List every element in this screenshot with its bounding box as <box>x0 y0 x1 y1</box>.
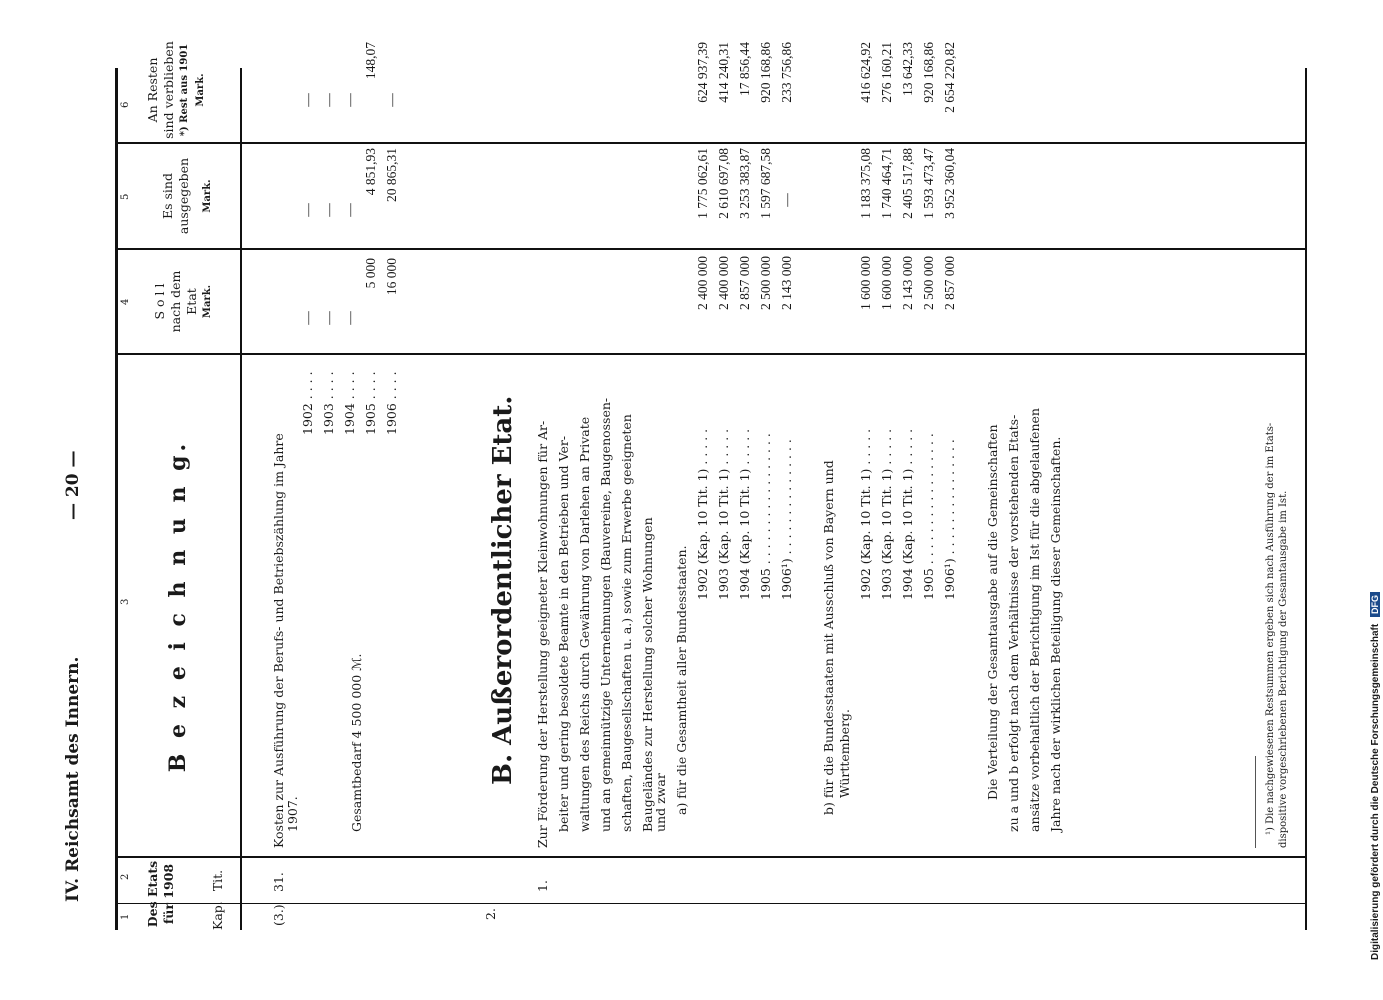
col12-header: Des Etats für 1908 <box>145 860 176 928</box>
section1-kap: (3.) <box>271 904 286 926</box>
section1-year: 1904 . . . . <box>342 371 357 435</box>
b-row-year: 1905 . . . . . . . . . . . . . . . . . <box>921 433 936 600</box>
rest-value: 2 654 220,82 <box>942 42 957 113</box>
a-row-year: 1903 (Kap. 10 Tit. 1) . . . . . <box>716 428 731 600</box>
ausgegeben-value: 4 851,93 <box>363 148 378 196</box>
section1-tit: 31. <box>271 872 286 892</box>
section2-text-line: Baugeländes zur Herstellung solcher Wohnungen <box>640 517 655 832</box>
section1-gesamtbedarf: Gesamtbedarf 4 500 000 ℳ. <box>349 653 364 832</box>
verteilung-line: Jahre nach der wirklichen Beteiligung dieser Gemeinschaften. <box>1048 436 1063 832</box>
col-divider-4-5 <box>115 142 1307 144</box>
col-kap-header: Kap. <box>210 901 225 930</box>
rest-value: 920 168,86 <box>921 42 936 103</box>
rest-value: 17 856,44 <box>737 42 752 96</box>
rest-value: 148,07 <box>363 42 378 80</box>
col6-header: An Resten sind verblieben *) Rest aus 1901 Mark. <box>145 41 206 139</box>
table-header-rule <box>240 68 242 930</box>
col-divider-1-2 <box>115 857 1307 859</box>
col-divider-kap-tit <box>115 903 1307 904</box>
ausgegeben-value: 1 593 473,47 <box>921 148 936 219</box>
section2-b-label-line1: b) für die Bundesstaaten mit Ausschluß von Bayern und <box>821 460 836 815</box>
b-row-year: 1902 (Kap. 10 Tit. 1) . . . . . <box>858 428 873 600</box>
soll-value: 2 400 000 <box>695 256 710 310</box>
soll-value: 1 600 000 <box>858 256 873 310</box>
b-row-year: 1903 (Kap. 10 Tit. 1) . . . . . <box>879 428 894 600</box>
section2-text-line: waltungen des Reichs durch Gewährung von Darlehen an Private <box>577 416 592 832</box>
ausgegeben-value: 1 775 062,61 <box>695 148 710 219</box>
col4-header: S o l l nach dem Etat Mark. <box>152 270 213 333</box>
ausgegeben-value: — <box>300 203 315 217</box>
section2-text-line: und zwar <box>653 773 668 832</box>
soll-value: 2 500 000 <box>921 256 936 310</box>
col-number-4: 4 <box>120 298 131 305</box>
section2-tit: 1. <box>535 880 550 892</box>
ausgegeben-value: 1 740 464,71 <box>879 148 894 219</box>
verteilung-line: ansätze vorbehaltlich der Berichtigung im Ist für die abgelaufenen <box>1027 408 1042 832</box>
section2-b-label-line2: Württemberg. <box>837 708 852 798</box>
footnote-line1: ¹) Die nachgewiesenen Restsummen ergeben sich nach Ausführung der im Etats- <box>1265 422 1276 835</box>
rest-value: — <box>384 93 399 107</box>
rest-value: 920 168,86 <box>758 42 773 103</box>
section1-year: 1903 . . . . <box>321 371 336 435</box>
digitization-note: Digitalisierung gefördert durch die Deutsche Forschungsgemeinschaft DFG <box>1370 592 1381 960</box>
verteilung-line: zu a und b erfolgt nach dem Verhältnisse der vorstehenden Etats- <box>1006 414 1021 832</box>
page-number: — 20 — <box>63 450 83 520</box>
soll-value: 2 400 000 <box>716 256 731 310</box>
footnote-rule <box>1255 756 1256 848</box>
rest-value: 624 937,39 <box>695 42 710 103</box>
soll-value: 2 857 000 <box>942 256 957 310</box>
soll-value: 2 857 000 <box>737 256 752 310</box>
section2-text-line: Zur Förderung der Herstellung geeigneter Kleinwohnungen für Ar- <box>535 420 550 848</box>
rest-value: 233 756,86 <box>779 42 794 103</box>
ausgegeben-value: 2 610 697,08 <box>716 148 731 219</box>
ausgegeben-value: 3 253 383,87 <box>737 148 752 219</box>
verteilung-line: Die Verteilung der Gesamtausgabe auf die Gemeinschaften <box>985 424 1000 800</box>
footnote-line2: dispositive vorgeschriebenen Berichtigung der Gesamtausgabe im Ist. <box>1278 490 1289 848</box>
section1-year: 1902 . . . . <box>300 371 315 435</box>
a-row-year: 1905 . . . . . . . . . . . . . . . . . <box>758 433 773 600</box>
col-divider-3-4 <box>115 248 1307 250</box>
section2-text-line: beiter und gering besoldete Beamte in den Betrieben und Ver- <box>556 435 571 832</box>
col-number-6: 6 <box>120 101 131 108</box>
section1-text-line2: 1907. <box>285 796 300 832</box>
section2-text-line: schaften, Baugesellschaften u. a.) sowie zum Erwerbe geeigneten <box>619 414 634 832</box>
section1-year: 1905 . . . . <box>363 371 378 435</box>
ausgegeben-value: — <box>321 203 336 217</box>
soll-value: 5 000 <box>363 258 378 289</box>
soll-value: 1 600 000 <box>879 256 894 310</box>
col-number-5: 5 <box>120 193 131 200</box>
table-top-rule <box>115 68 118 930</box>
b-row-year: 1904 (Kap. 10 Tit. 1) . . . . . <box>900 428 915 600</box>
ausgegeben-value: 3 952 360,04 <box>942 148 957 219</box>
rest-value: 276 160,21 <box>879 42 894 103</box>
rest-value: 416 624,92 <box>858 42 873 103</box>
section2-heading: B. Außerordentlicher Etat. <box>488 395 518 785</box>
col-number-1: 1 <box>120 913 131 920</box>
col-number-2: 2 <box>120 873 131 880</box>
soll-value: 2 143 000 <box>779 256 794 310</box>
soll-value: — <box>342 311 357 325</box>
section1-year: 1906 . . . . <box>384 371 399 435</box>
a-row-year: 1902 (Kap. 10 Tit. 1) . . . . . <box>695 428 710 600</box>
col-tit-header: Tit. <box>210 869 225 892</box>
b-row-year: 1906¹) . . . . . . . . . . . . . . . <box>942 439 957 600</box>
section1-text-line1: Kosten zur Ausführung der Berufs- und Betriebszählung im Jahre <box>271 433 286 848</box>
col5-header: Es sind ausgegeben Mark. <box>160 157 213 235</box>
ausgegeben-value: 20 865,31 <box>384 148 399 202</box>
col-number-3: 3 <box>120 598 131 605</box>
soll-value: 2 500 000 <box>758 256 773 310</box>
soll-value: 2 143 000 <box>900 256 915 310</box>
section2-a-label: a) für die Gesamtheit aller Bundesstaaten. <box>674 545 689 815</box>
ausgegeben-value: 2 405 517,88 <box>900 148 915 219</box>
rest-value: — <box>342 93 357 107</box>
ausgegeben-value: — <box>342 203 357 217</box>
a-row-year: 1906¹) . . . . . . . . . . . . . . . <box>779 439 794 600</box>
a-row-year: 1904 (Kap. 10 Tit. 1) . . . . . <box>737 428 752 600</box>
rest-value: — <box>300 93 315 107</box>
section2-text-line: und an gemeinnützige Unternehmungen (Bauvereine, Baugenossen- <box>598 397 613 832</box>
section2-kap: 2. <box>483 908 498 920</box>
ausgegeben-value: 1 183 375,08 <box>858 148 873 219</box>
page-header-left: IV. Reichsamt des Innern. <box>63 656 83 902</box>
col-divider-2-3 <box>115 353 1307 355</box>
col3-header: B e z e i c h n u n g. <box>165 439 191 773</box>
dfg-logo: DFG <box>1370 592 1380 617</box>
ausgegeben-value: 1 597 687,58 <box>758 148 773 219</box>
soll-value: — <box>321 311 336 325</box>
rest-value: 13 642,33 <box>900 42 915 96</box>
ausgegeben-value: — <box>779 193 794 207</box>
rest-value: — <box>321 93 336 107</box>
soll-value: — <box>300 311 315 325</box>
soll-value: 16 000 <box>384 258 399 296</box>
rest-value: 414 240,31 <box>716 42 731 103</box>
table-bottom-rule <box>1305 68 1307 930</box>
